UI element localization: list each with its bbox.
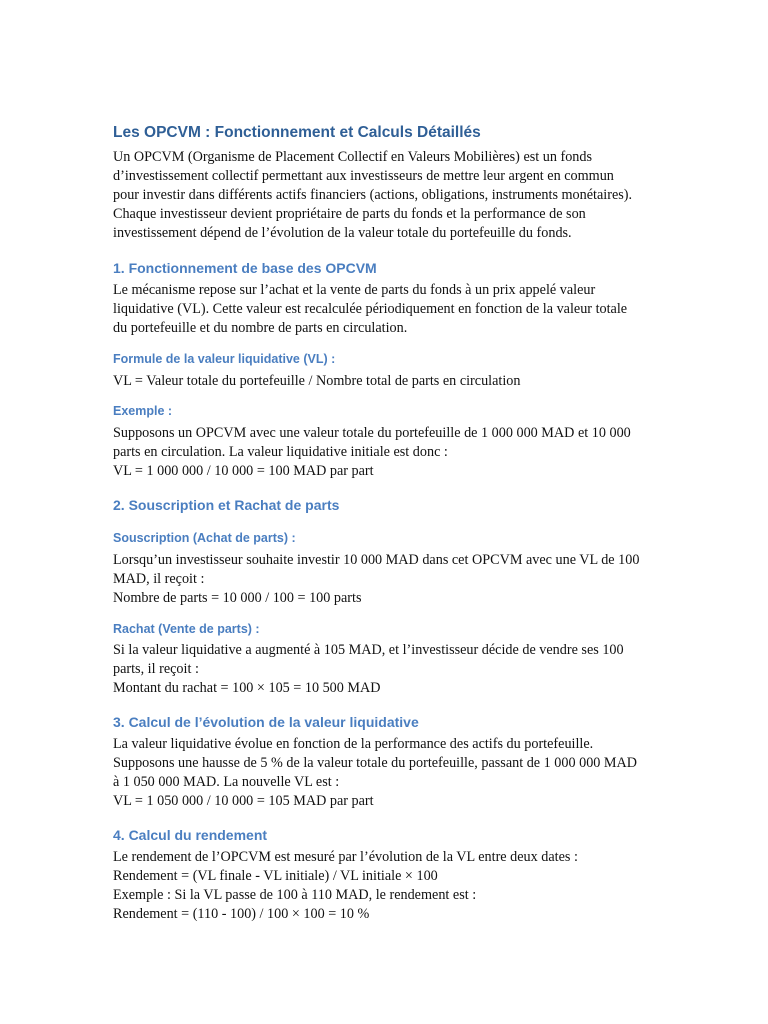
section-1-line: liquidative (VL). Cette valeur est recalculée périodiquement en fonction de la valeur totale (113, 301, 628, 317)
section-4-line: Rendement = (110 - 100) / 100 × 100 = 10 % (113, 906, 370, 922)
subscription-label: Souscription (Achat de parts) : (113, 531, 296, 545)
section-4-line: Le rendement de l’OPCVM est mesuré par l’évolution de la VL entre deux dates : (113, 849, 578, 865)
section-1-line: Le mécanisme repose sur l’achat et la vente de parts du fonds à un prix appelé valeur (113, 282, 596, 298)
intro-line: Un OPCVM (Organisme de Placement Collectif en Valeurs Mobilières) est un fonds (113, 149, 593, 165)
intro-line: d’investissement collectif permettant aux investisseurs de mettre leur argent en commun (113, 168, 614, 184)
section-3-heading: 3. Calcul de l’évolution de la valeur liquidative (113, 714, 419, 730)
formula-line: VL = Valeur totale du portefeuille / Nombre total de parts en circulation (113, 373, 521, 389)
intro-line: investissement dépend de l’évolution de la valeur totale du portefeuille du fonds. (113, 225, 572, 241)
intro-line: pour investir dans différents actifs financiers (actions, obligations, instruments monétaires). (113, 187, 633, 203)
redemption-label: Rachat (Vente de parts) : (113, 622, 260, 636)
subscription-line: MAD, il reçoit : (113, 571, 205, 587)
section-3-line: Supposons une hausse de 5 % de la valeur totale du portefeuille, passant de 1 000 000 MAD (113, 755, 638, 771)
section-3-line: à 1 050 000 MAD. La nouvelle VL est : (113, 774, 340, 790)
example-line: Supposons un OPCVM avec une valeur totale du portefeuille de 1 000 000 MAD et 10 000 (113, 425, 631, 441)
subscription-line: Nombre de parts = 10 000 / 100 = 100 parts (113, 590, 362, 606)
section-3-line: VL = 1 050 000 / 10 000 = 105 MAD par part (113, 793, 374, 809)
redemption-line: parts, il reçoit : (113, 661, 199, 677)
example-line: VL = 1 000 000 / 10 000 = 100 MAD par part (113, 463, 374, 479)
section-4-line: Rendement = (VL finale - VL initiale) / VL initiale × 100 (113, 868, 438, 884)
section-4-heading: 4. Calcul du rendement (113, 827, 268, 843)
subscription-line: Lorsqu’un investisseur souhaite investir 10 000 MAD dans cet OPCVM avec une VL de 100 (113, 552, 640, 568)
section-3-line: La valeur liquidative évolue en fonction de la performance des actifs du portefeuille. (113, 736, 594, 752)
section-4-line: Exemple : Si la VL passe de 100 à 110 MAD, le rendement est : (113, 887, 477, 903)
section-1-heading: 1. Fonctionnement de base des OPCVM (113, 260, 377, 276)
section-2-heading: 2. Souscription et Rachat de parts (113, 497, 340, 513)
intro-line: Chaque investisseur devient propriétaire de parts du fonds et la performance de son (113, 206, 586, 222)
redemption-line: Si la valeur liquidative a augmenté à 105 MAD, et l’investisseur décide de vendre ses 100 (113, 642, 624, 658)
formula-label: Formule de la valeur liquidative (VL) : (113, 352, 336, 366)
redemption-line: Montant du rachat = 100 × 105 = 10 500 MAD (113, 680, 381, 696)
section-1-line: du portefeuille et du nombre de parts en circulation. (113, 320, 408, 336)
example-line: parts en circulation. La valeur liquidative initiale est donc : (113, 444, 448, 460)
example-label: Exemple : (113, 404, 173, 418)
page-title: Les OPCVM : Fonctionnement et Calculs Détaillés (113, 124, 481, 141)
